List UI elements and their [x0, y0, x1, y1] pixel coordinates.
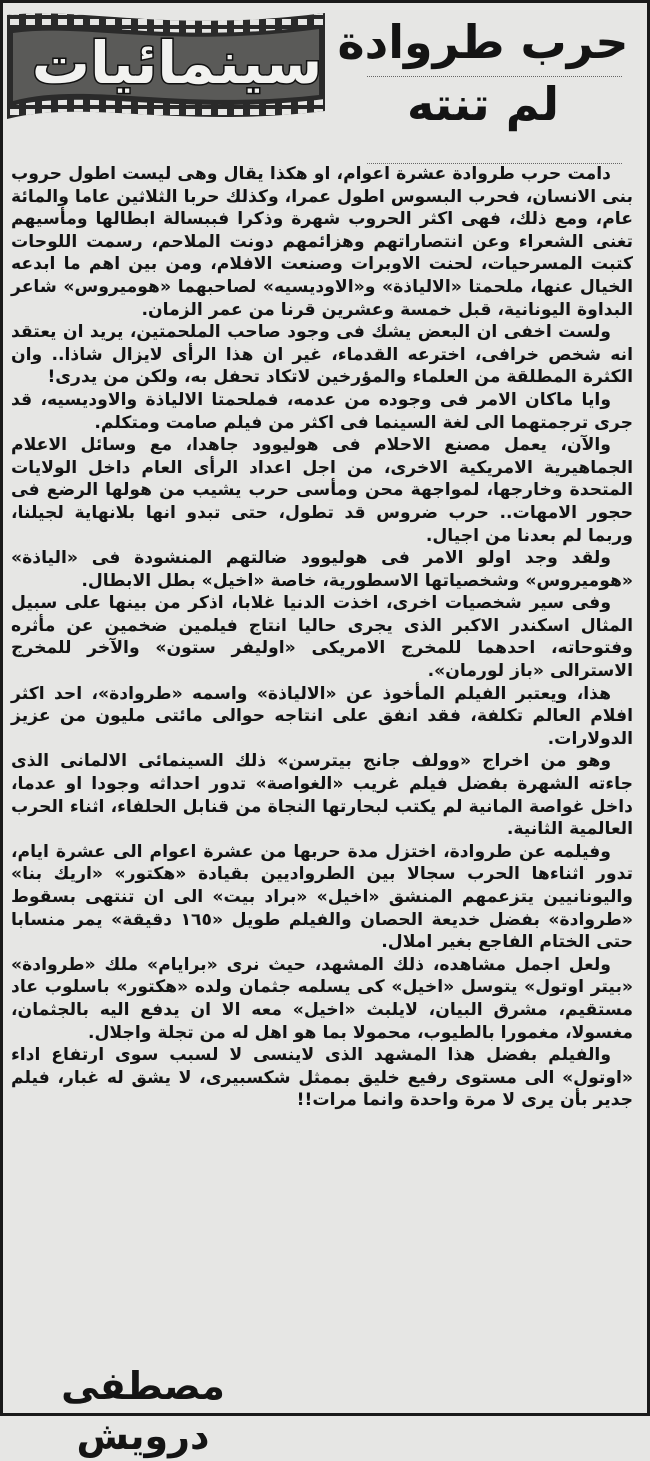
paragraph: ولعل اجمل مشاهده، ذلك المشهد، حيث نرى «برايام» ملك «طروادة» «بيتر اوتول» يتوسل «اخيل» كى يسلمه جثمان ولده «هكتور» باسلوب عاد مستقيم، مشرق البيان، لايلبث «اخيل» معه الا ان يدفع اليه بالجثمان، مغسولا، مغمورا بالطيوب، محمولا بما هو اهل له من تجلة واجلال. [11, 954, 633, 1043]
headline-line-1: حرب طروادة [337, 15, 629, 69]
headline [333, 11, 633, 135]
paragraph: ولقد وجد اولو الامر فى هوليوود ضالتهم المنشودة فى «الياذة» «هوميروس» وشخصياتها الاسطورية، خاصة «اخيل» بطل الابطال. [11, 548, 633, 591]
paragraph: دامت حرب طروادة عشرة اعوام، او هكذا يقال وهى ليست اطول حروب بنى الانسان، فحرب البسوس اطول عمرا، وكذلك حربا الثلاثين عاما والمائة عام، ومع ذلك، فهى اكثر الحروب شهرة وذكرا فببسالة ابطالها ومأسيهم تغنى الشعراء وعن انتصاراتهم وهزائمهم دونت الملاحم، رسمت اللوحات كتبت المسرحيات، لحنت الاوبرات وصنعت الافلام، ومن بين اهم ما ابدعه الخيال عنها، ملحمتا «الالياذة» و«الاوديسيه» لصاحبهما «هوميروس» شاعر البداوة اليونانية، قبل خمسة وعشرين قرنا من عمر الزمان. [11, 164, 633, 320]
paragraph: والآن، يعمل مصنع الاحلام فى هوليوود جاهدا، مع وسائل الاعلام الجماهيرية الامريكية الاخرى، من اجل اعداد الرأى العام داخل الولايات المتحدة وخارجها، لمواجهة محن ومأسى حرب يشيب من هولها الرضع فى حجور الامهات.. حرب ضروس قد تطول، حتى تبدو انها بلانهاية لجيلنا، وربما لم بعدنا من اجيال. [11, 435, 633, 546]
headline-line-2: لم تنته [406, 77, 560, 131]
paragraph: وفيلمه عن طروادة، اختزل مدة حربها من عشرة اعوام الى عشرة ايام، تدور اثناءها الحرب سجالا بين الطرواديين بقيادة «هكتور» «اريك بنا» واليونانيين يتزعمهم المنشق «اخيل» «براد بيت» الى ان تنتهى بسقوط «طروادة» بفضل خديعة الحصان والفيلم طويل «١٦٥ دقيقة» يمر منسابا حتى الختام الفاجع بغير املال. [11, 841, 633, 953]
article-body [11, 163, 633, 1112]
paragraph: والفيلم بفضل هذا المشهد الذى لاينسى لا لسبب سوى ارتفاع اداء «اوتول» الى مستوى رفيع خليق بممثل شكسبيرى، لا يشق له غبار، فيلم جدير بأن يرى لا مرة واحدة وانما مرات!! [11, 1045, 633, 1111]
paragraph: وايا ماكان الامر فى وجوده من عدمه، فملحمتا الالياذة والاوديسيه، قد جرى ترجمتهما الى لغة السينما فى اكثر من فيلم صامت ومتكلم. [11, 389, 633, 433]
paragraph: ولست اخفى ان البعض يشك فى وجود صاحب الملحمتين، يريد ان يعتقد انه شخص خرافى، اخترعه القدماء، غير ان هذا الرأى لايزال شاذا.. وان الكثرة المطلقة من العلماء والمؤرخين لاتكاد تحفل به، ولكن من يدرى! [11, 322, 633, 388]
sinemaiyat-film-strip-logo [7, 7, 325, 125]
headline-divider [367, 76, 622, 77]
column-logo-text: سينمائيات [31, 29, 323, 97]
paragraph: وفى سير شخصيات اخرى، اخذت الدنيا غلابا، اذكر من بينها على سبيل المثال اسكندر الاكبر الذى يجرى حاليا انتاج فيلمين ضخمين عن مأثره وفتوحاته، احدهما للمخرج الامريكى «اوليفر ستون» والآخر للمخرج الاسترالى «باز لورمان». [11, 593, 633, 682]
paragraph: وهو من اخراج «وولف جانج بيترسن» ذلك السينمائى الالمانى الذى جاءته الشهرة بفضل فيلم غريب «الغواصة» تدور احداثه وجودا او عدما، داخل غواصة المانية لم يكتب لبحارتها النجاة من قنابل الحلفاء، اثناء الحرب العالمية الثانية. [11, 751, 633, 840]
author-byline: مصطفى درويش [61, 1364, 225, 1458]
paragraph: هذا، ويعتبر الفيلم المأخوذ عن «الالياذة» واسمه «طروادة»، احد اكثر افلام العالم تكلفة، فقد انفق على انتاجه حوالى مائتى مليون من عزيز الدولارات. [11, 683, 633, 749]
